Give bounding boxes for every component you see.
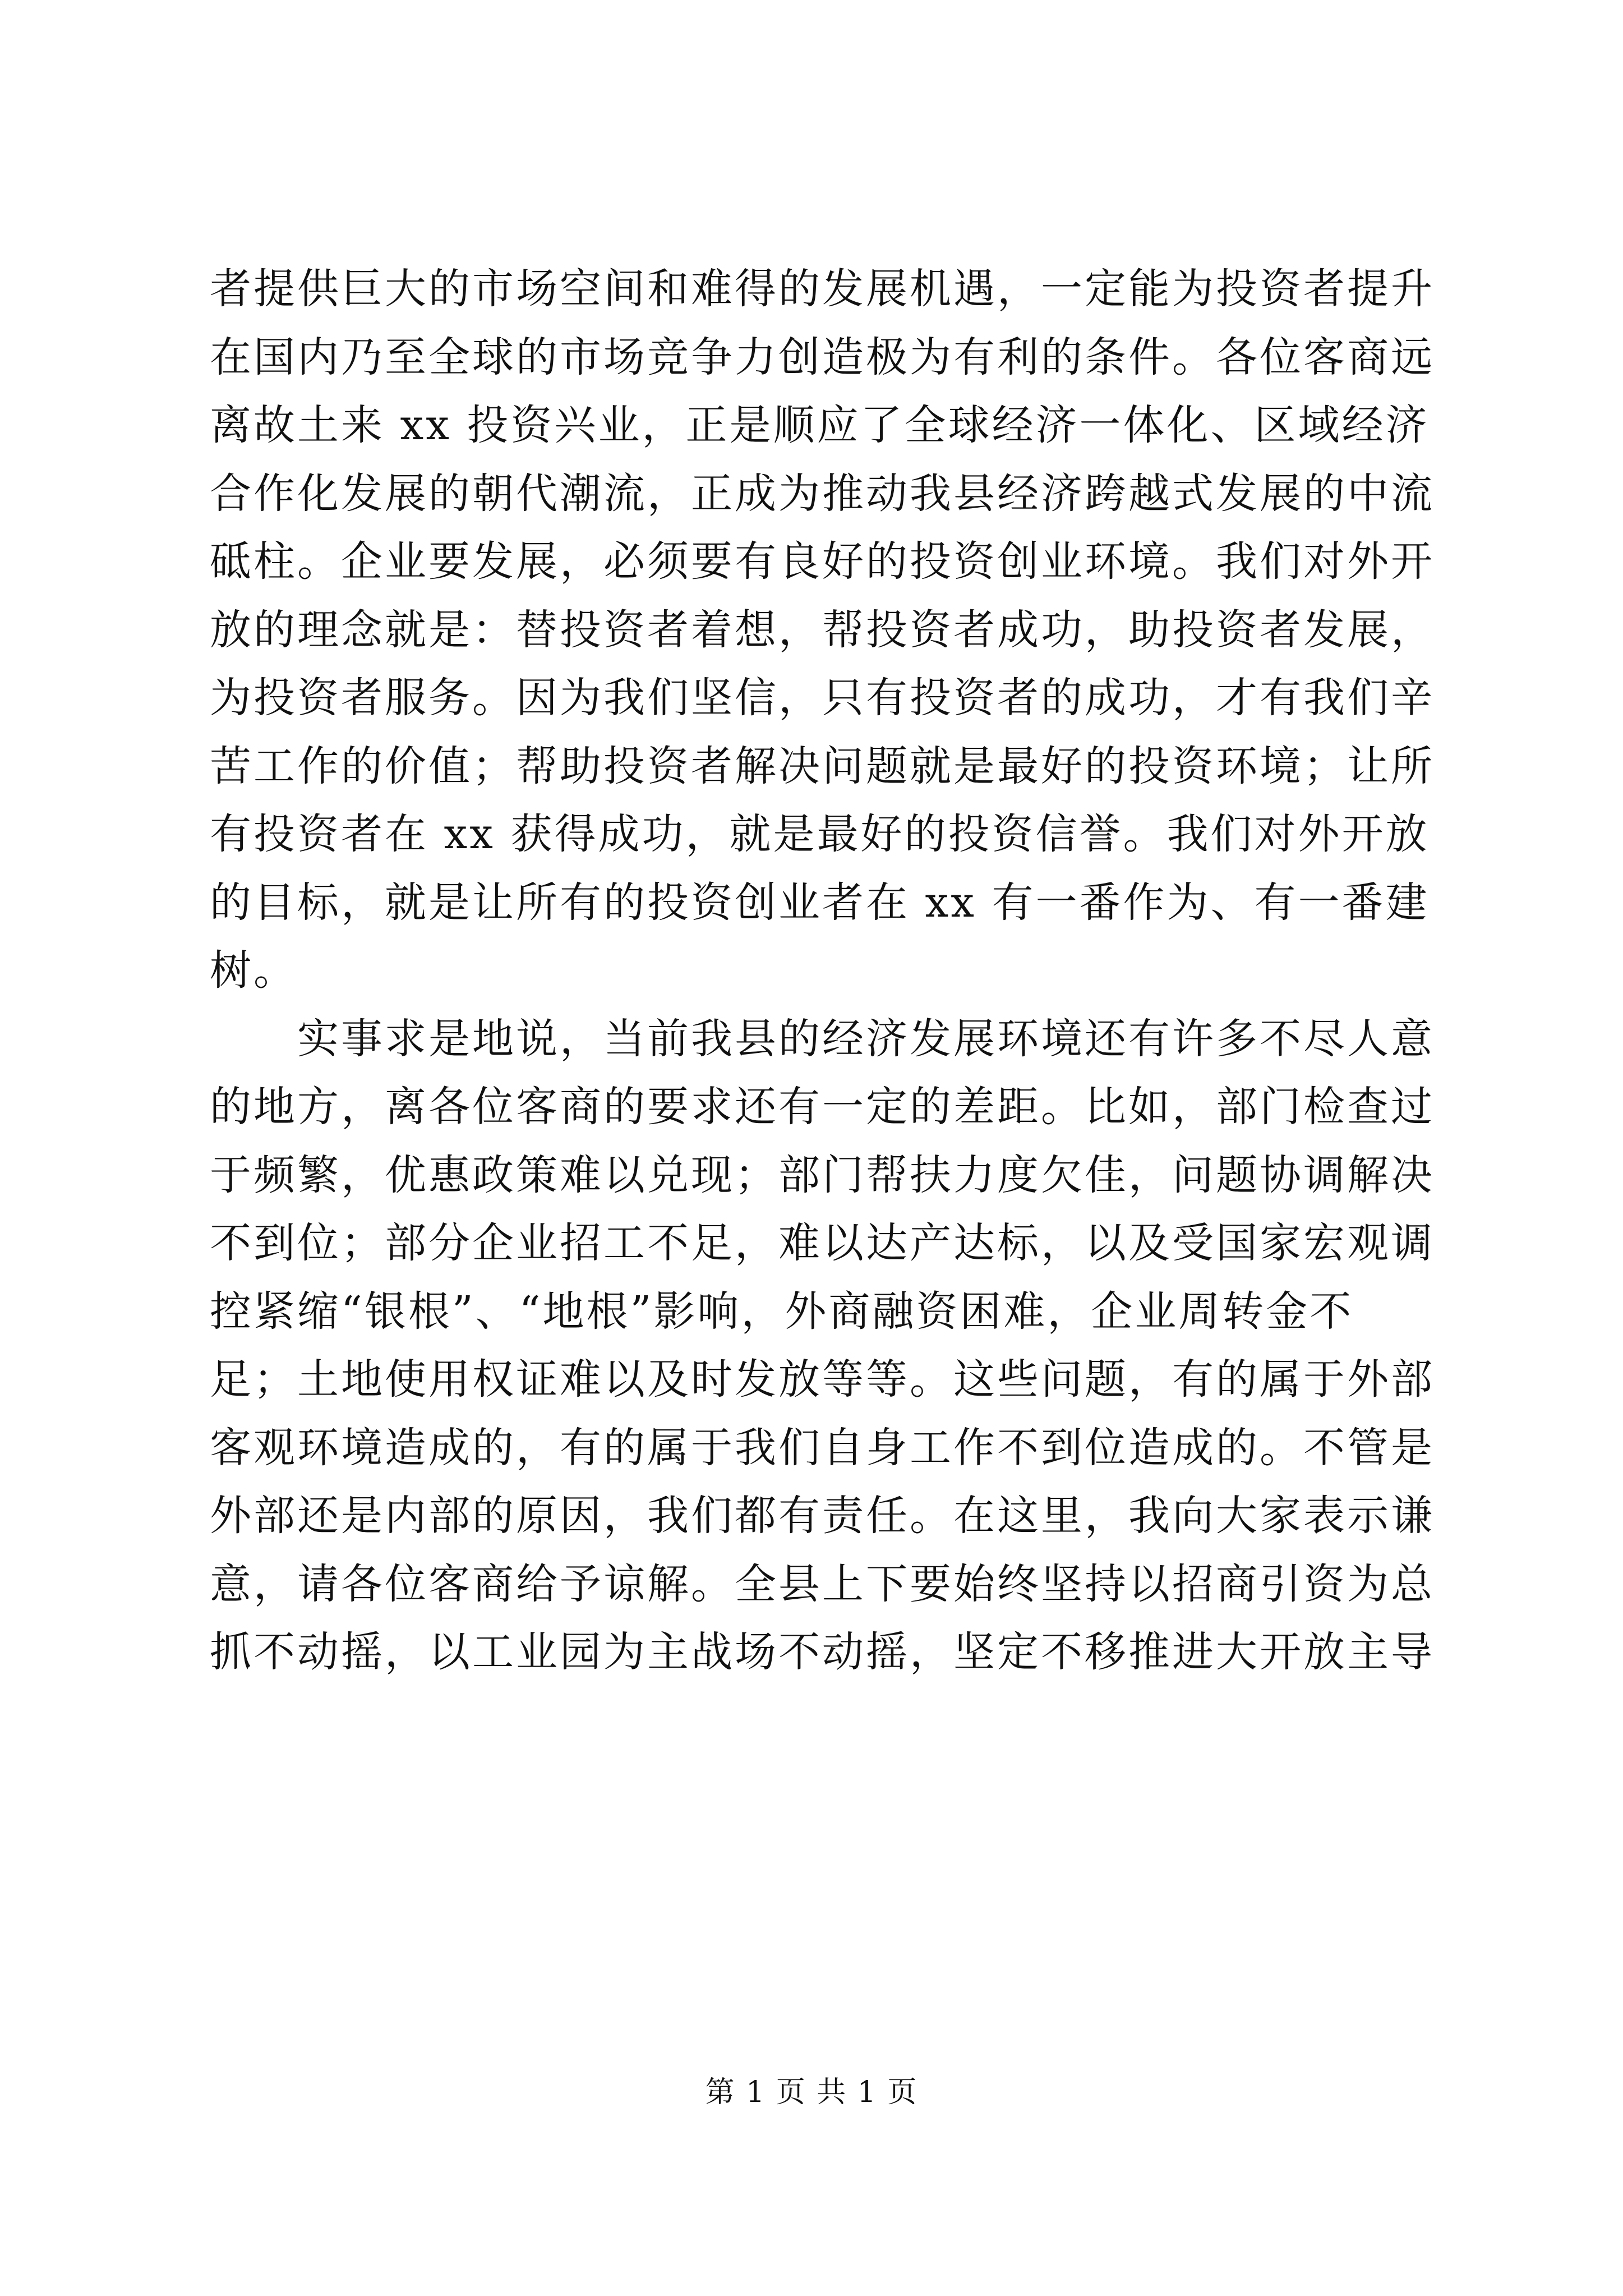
- page-number-footer: 第 1 页 共 1 页: [705, 2076, 918, 2109]
- text-line: 控紧缩“银根”、“地根”影响，外商融资困难，企业周转金不: [210, 1287, 1354, 1336]
- paragraph-start-line: 实事求是地说，当前我县的经济发展环境还有许多不尽人意: [210, 1014, 1435, 1063]
- text-line: 抓不动摇，以工业园为主战场不动摇，坚定不移推进大开放主导: [210, 1628, 1435, 1676]
- text-line: 的目标，就是让所有的投资创业者在 xx 有一番作为、有一番建: [210, 878, 1430, 927]
- text-line: 客观环境造成的，有的属于我们自身工作不到位造成的。不管是: [210, 1423, 1435, 1472]
- text-line: 离故土来 xx 投资兴业，正是顺应了全球经济一体化、区域经济: [210, 401, 1430, 449]
- text-line: 苦工作的价值；帮助投资者解决问题就是最好的投资环境；让所: [210, 742, 1435, 790]
- text-line: 放的理念就是：替投资者着想，帮投资者成功，助投资者发展，: [210, 605, 1435, 654]
- text-line: 外部还是内部的原因，我们都有责任。在这里，我向大家表示谦: [210, 1492, 1435, 1540]
- text-line: 的地方，离各位客商的要求还有一定的差距。比如，部门检查过: [210, 1083, 1435, 1131]
- text-line: 于频繁，优惠政策难以兑现；部门帮扶力度欠佳，问题协调解决: [210, 1151, 1435, 1199]
- text-line: 意，请各位客商给予谅解。全县上下要始终坚持以招商引资为总: [210, 1559, 1435, 1608]
- text-line: 为投资者服务。因为我们坚信，只有投资者的成功，才有我们辛: [210, 674, 1435, 722]
- text-line: 在国内乃至全球的市场竞争力创造极为有利的条件。各位客商远: [210, 333, 1435, 381]
- text-line: 有投资者在 xx 获得成功，就是最好的投资信誉。我们对外开放: [210, 810, 1430, 858]
- body-text: [210, 255, 1435, 1687]
- text-line: 砥柱。企业要发展，必须要有良好的投资创业环境。我们对外开: [210, 537, 1435, 586]
- text-line: 不到位；部分企业招工不足，难以达产达标，以及受国家宏观调: [210, 1219, 1435, 1267]
- text-line: 树。: [210, 946, 297, 995]
- text-line: 者提供巨大的市场空间和难得的发展机遇，一定能为投资者提升: [210, 265, 1435, 313]
- text-line: 合作化发展的朝代潮流，正成为推动我县经济跨越式发展的中流: [210, 469, 1435, 518]
- text-line: 足；土地使用权证难以及时发放等等。这些问题，有的属于外部: [210, 1355, 1435, 1404]
